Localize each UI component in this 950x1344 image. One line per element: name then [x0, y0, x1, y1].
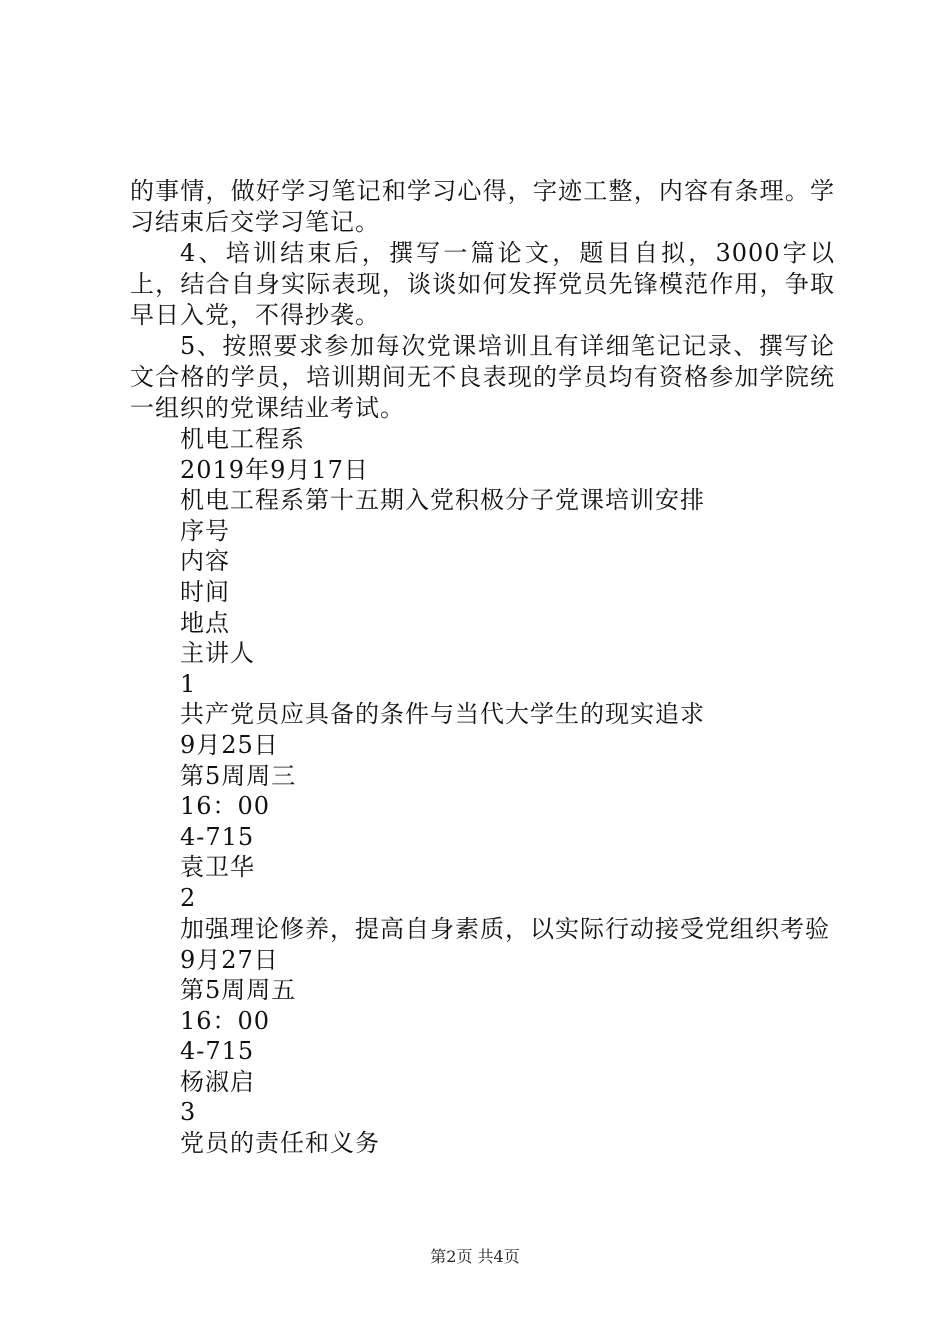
table-header-content: 内容: [180, 547, 230, 576]
row-1-content: 共产党员应具备的条件与当代大学生的现实追求: [180, 700, 705, 729]
row-1-date: 9月25日: [180, 730, 279, 759]
row-1-week: 第5周周三: [180, 761, 297, 790]
row-2-place: 4-715: [180, 1037, 255, 1066]
row-2-time: 16：00: [180, 1006, 271, 1035]
paragraph-notes-requirement: 的事情，做好学习笔记和学习心得，字迹工整，内容有条理。学习结束后交学习笔记。: [130, 177, 835, 236]
row-3-content: 党员的责任和义务: [180, 1129, 380, 1158]
paragraph-essay-requirement: 4、培训结束后，撰写一篇论文，题目自拟，3000字以上，结合自身实际表现，谈谈如何发挥党员先锋模范作用，争取早日入党，不得抄袭。: [130, 239, 835, 329]
row-3-number: 3: [180, 1098, 197, 1127]
paragraph-exam-eligibility: 5、按照要求参加每次党课培训且有详细笔记记录、撰写论文合格的学员，培训期间无不良表现的学员均有资格参加学院统一组织的党课结业考试。: [130, 332, 835, 422]
row-2-week: 第5周周五: [180, 976, 297, 1005]
page-footer: 第2页 共4页: [430, 1247, 520, 1266]
table-header-number: 序号: [180, 516, 230, 545]
signature-date: 2019年9月17日: [180, 455, 369, 484]
row-2-speaker: 杨淑启: [180, 1067, 255, 1096]
row-1-speaker: 袁卫华: [180, 853, 255, 882]
signature-department: 机电工程系: [180, 425, 305, 453]
document-body: [130, 176, 835, 1159]
row-1-time: 16：00: [180, 792, 271, 821]
table-header-speaker: 主讲人: [180, 639, 255, 668]
row-1-number: 1: [180, 669, 197, 698]
row-1-place: 4-715: [180, 822, 255, 851]
row-2-content: 加强理论修养，提高自身素质，以实际行动接受党组织考验: [180, 914, 830, 943]
table-header-location: 地点: [180, 608, 230, 637]
schedule-title: 机电工程系第十五期入党积极分子党课培训安排: [180, 486, 705, 515]
table-header-time: 时间: [180, 577, 230, 606]
row-2-number: 2: [180, 883, 197, 912]
row-2-date: 9月27日: [180, 945, 279, 974]
